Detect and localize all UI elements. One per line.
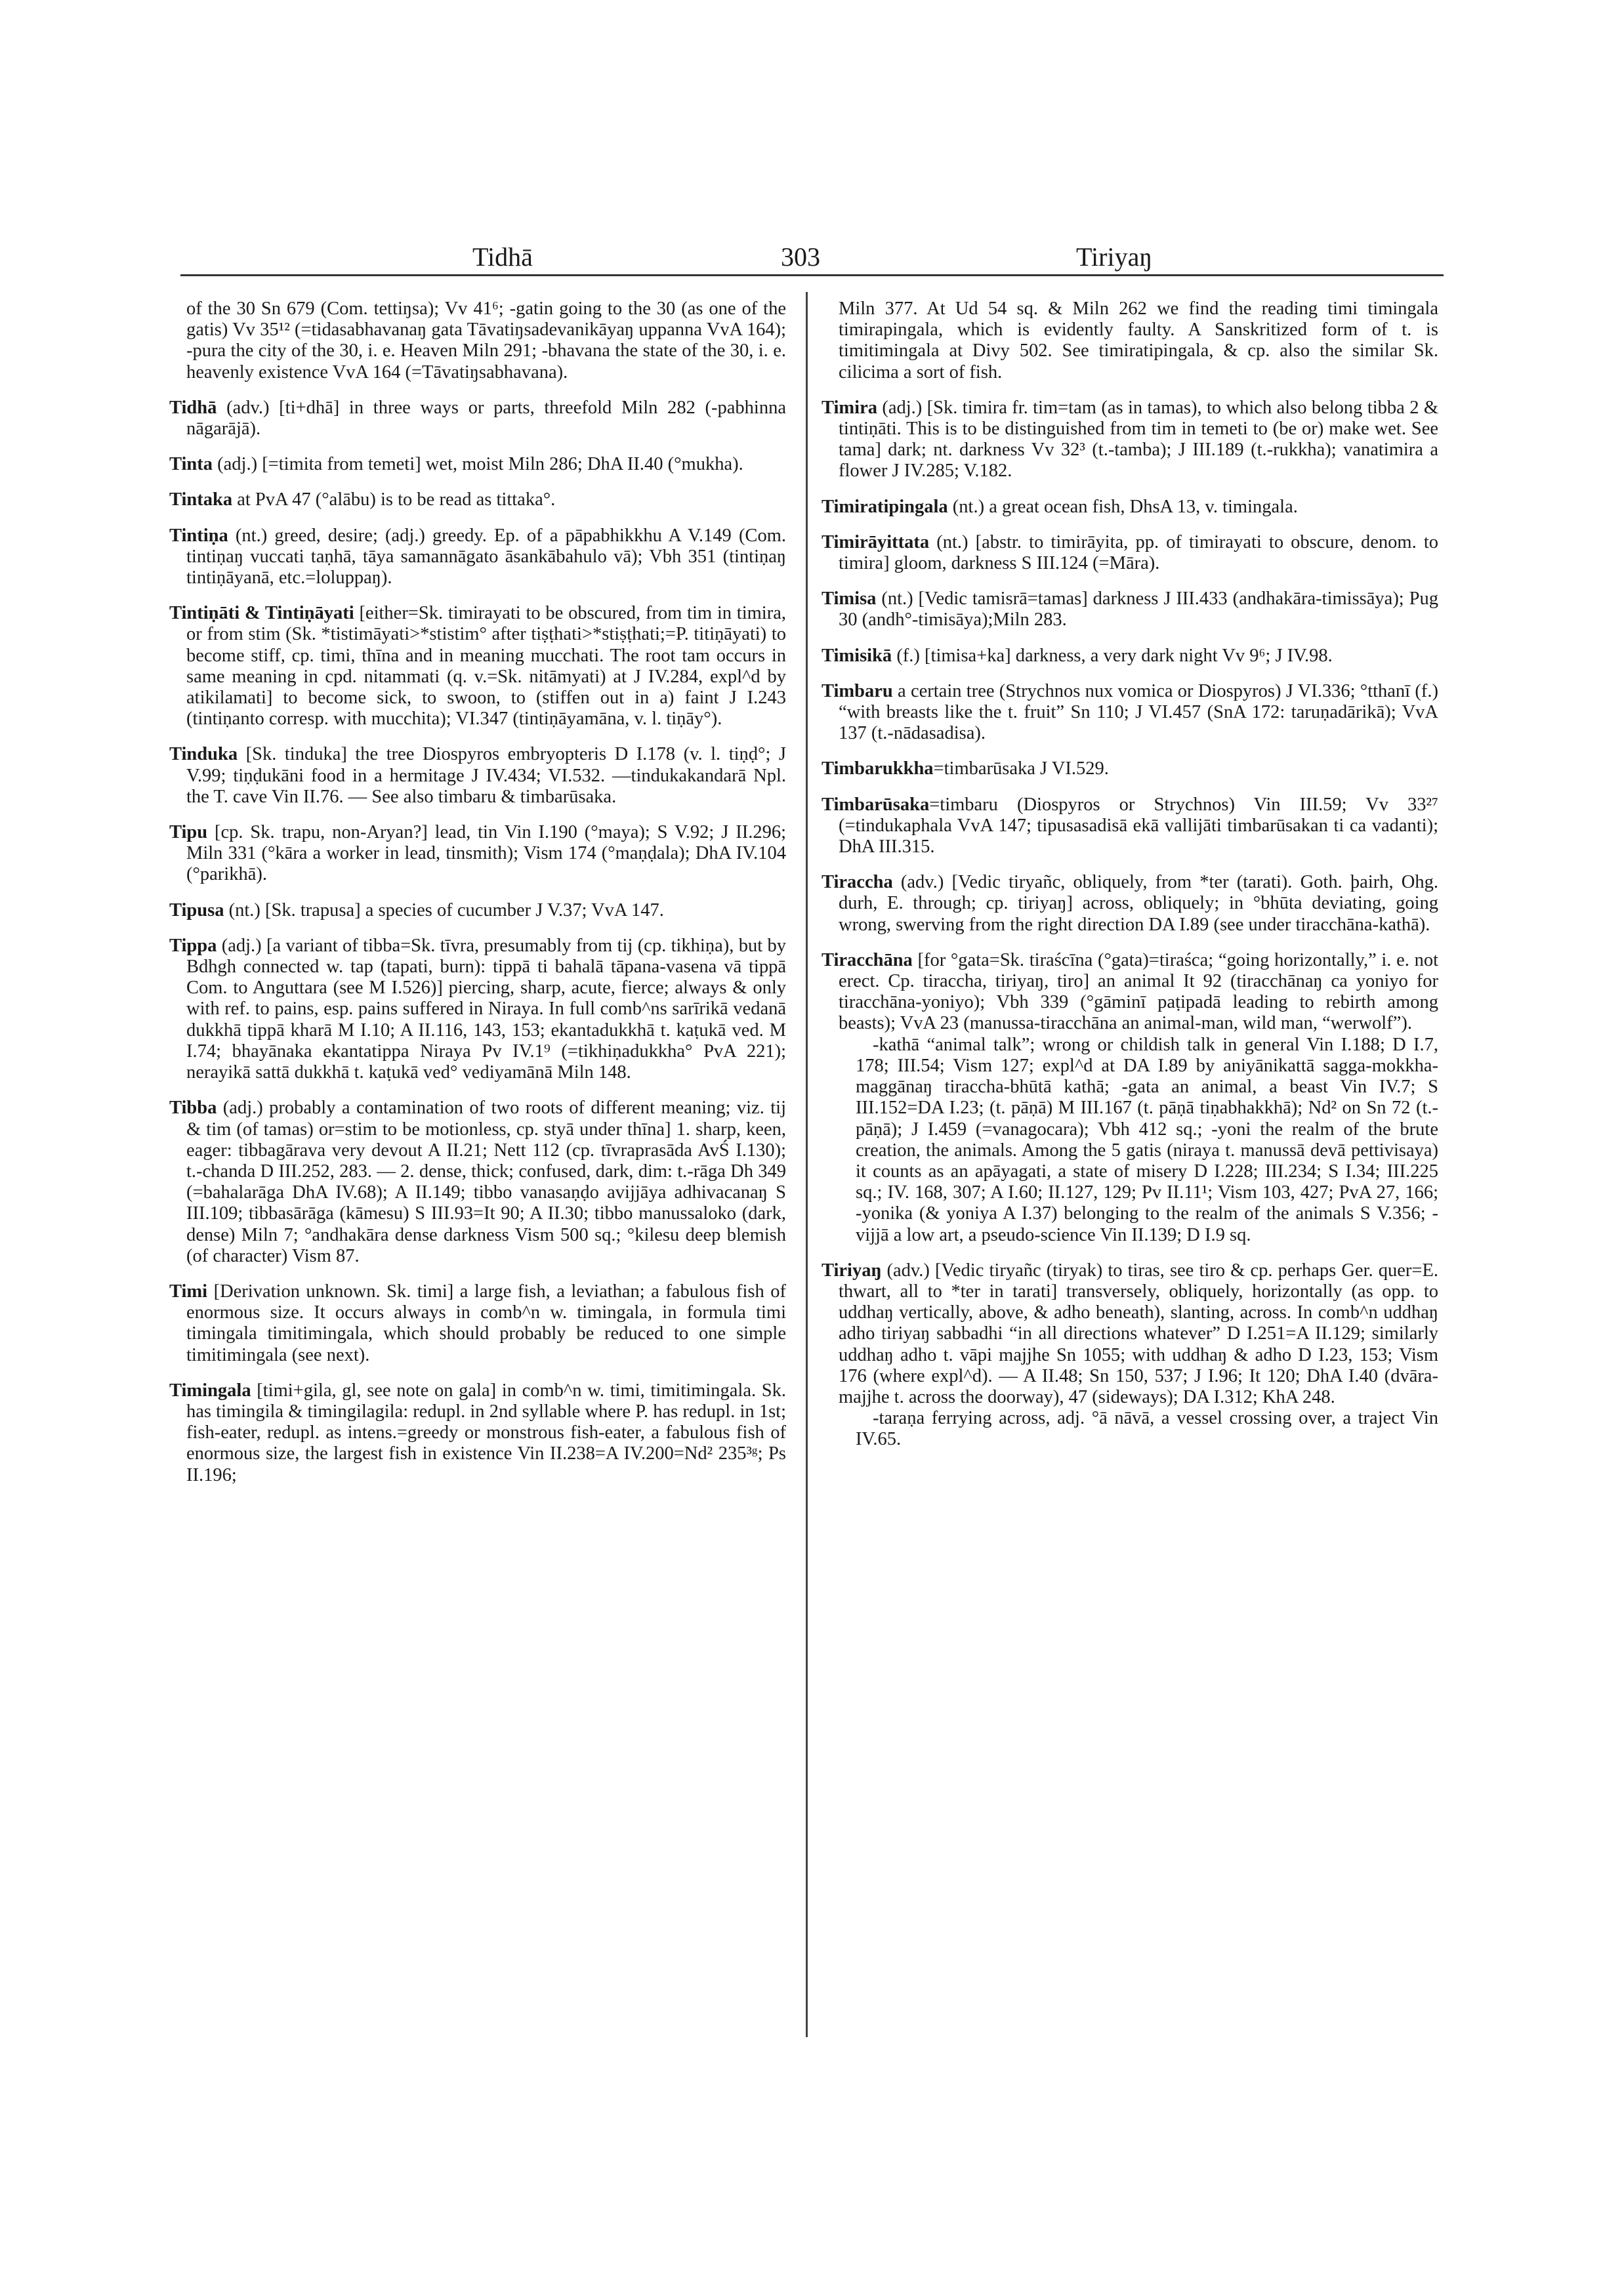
entry-headword: Tidhā [169, 397, 217, 418]
entry-subentry: -taraṇa ferrying across, adj. °ā nāvā, a vessel crossing over, a traject Vin IV.65. [856, 1408, 1438, 1450]
left-column [169, 299, 786, 1500]
entry-headword: Tintiṇāti & Tintiṇāyati [169, 603, 354, 624]
dictionary-entry [169, 299, 786, 383]
entry-text: (adj.) [Sk. timira fr. tim=tam (as in tamas), to which also belong tibba 2 & tintiṇāti. This is to be distinguished from tim in temeti to (be or) make wet. See tama] dark; nt. darkness Vv 32³ (t.-tamba); J III.189 (t.-rukkha); vanatimira a flower J IV.285; V.182. [839, 397, 1438, 482]
entry-headword: Tintaka [169, 489, 233, 510]
entry-text: (nt.) a great ocean fish, DhsA 13, v. timingala. [947, 496, 1298, 517]
entry-headword: Tipusa [169, 899, 224, 920]
entry-text: (adv.) [Vedic tiryañc (tiryak) to tiras, see tiro & cp. perhaps Ger. quer=E. thwart, all to *ter in tarati] transversely, obliquely, horizontally (as opp. to uddhaŋ vertically, above, & adho beneath), slanting, across. In comb^n uddhaŋ adho tiriyaŋ sabbadhi “in all directions whatever” D I.251=A II.129; similarly uddhaŋ adho t. vāpi majjhe Sn 1055; with uddhaŋ & adho D I.23, 153; Vism 176 (where expl^d). — A II.48; Sn 150, 537; J I.96; It 120; DhA I.40 (dvāra-majjhe t. across the doorway), 47 (sideways); DA I.312; KhA 248. [839, 1260, 1438, 1407]
page-number: 303 [781, 242, 820, 272]
entry-headword: Timirāyittata [822, 531, 930, 552]
dictionary-entry [822, 646, 1438, 667]
dictionary-entry [822, 497, 1438, 518]
entry-text: [Derivation unknown. Sk. timi] a large fish, a leviathan; a fabulous fish of enormous size. It occurs always in comb^n w. timingala, in formula timi timingala timitimingala, which should probably be reduced to one simple timitimingala (see next). [186, 1281, 786, 1365]
entry-subentry: -kathā “animal talk”; wrong or childish talk in general Vin I.188; D I.7, 178; III.54; Vism 127; expl^d at DA I.89 by aniyānikattā sagga-mokkha-maggānaŋ tiraccha-bhūtā kathā; -gata an animal, a beast Vin IV.7; S III.152=DA I.23; (t. pāṇā) M III.167 (t. pāṇā tiṇabhakkhā); Nd² on Sn 72 (t.-pāṇā); J I.459 (=vanagocara); Vbh 412 sq.; -yoni the realm of the brute creation, the animals. Among the 5 gatis (niraya t. manussā devā pettivisaya) it counts as an apāyagati, a state of misery D I.228; III.234; S I.34; III.225 sq.; IV. 168, 307; A I.60; II.127, 129; Pv II.11¹; Vism 103, 427; PvA 27, 166; -yonika (& yoniya A I.37) belonging to the realm of the animals S V.356; -vijjā a low art, a pseudo-science Vin II.139; D I.9 sq. [856, 1034, 1438, 1245]
entry-text: (adj.) [a variant of tibba=Sk. tīvra, presumably from tij (cp. tikhiṇa), but by Bdhgh connected w. tap (tapati, burn): tippā ti bahalā tāpana-vasena vā tippā Com. to Anguttara (see M I.526)] piercing, sharp, acute, fierce; always & only with ref. to pains, esp. pains suffered in Niraya. In full comb^ns sarīrikā vedanā dukkhā tippā kharā M I.10; A II.116, 143, 153; ekantadukkhā t. kaṭukā ved. M I.74; bhayānaka ekantatippa Niraya Pv IV.1⁹ (=tikhiṇadukkha° PvA 221); nerayikā sattā dukkhā t. kaṭukā ved° vediyamānā Miln 148. [186, 935, 786, 1083]
entry-headword: Timbarūsaka [822, 794, 930, 815]
dictionary-entry [169, 1281, 786, 1366]
entry-headword: Timi [169, 1281, 208, 1302]
column-divider [806, 292, 808, 2037]
dictionary-entry [822, 299, 1438, 383]
entry-headword: Timiratipingala [822, 496, 948, 517]
dictionary-entry [169, 489, 786, 510]
entry-text: (nt.) [abstr. to timirāyita, pp. of timirayati to obscure, denom. to timira] gloom, darkness S III.124 (=Māra). [839, 531, 1438, 574]
entry-text: [either=Sk. timirayati to be obscured, from tim in timira, or from stim (Sk. *tistimāyati>*stistim° after tiṣṭhati>*stiṣṭhati;=P. titiṇāyati) to become stiff, cp. timi, thīna and in meaning mucchati. The root tam occurs in same meaning in cpd. nitammati (q. v.=Sk. nitāmyati) at J IV.284, expl^d by atikilamati] to become sick, to swoon, to (stiffen out in a) faint J I.243 (tintiṇanto corresp. with mucchita); VI.347 (tintiṇāyamāna, v. l. tiṇāy°). [186, 603, 786, 730]
dictionary-entry [822, 872, 1438, 936]
entry-headword: Timisa [822, 589, 877, 610]
right-column [822, 299, 1438, 1465]
dictionary-entry [169, 454, 786, 475]
entry-text: (nt.) [Vedic tamisrā=tamas] darkness J III.433 (andhakāra-timissāya); Pug 30 (andh°-timisāya);Miln 283. [839, 589, 1438, 631]
entry-headword: Tiraccha [822, 872, 893, 893]
dictionary-entry [169, 1098, 786, 1267]
entry-headword: Tippa [169, 935, 217, 956]
dictionary-entry [822, 950, 1438, 1246]
dictionary-entry [822, 795, 1438, 858]
entry-text: (adj.) probably a contamination of two roots of different meaning; viz. tij & tim (of tamas) or=stim to be motionless, cp. styā under thīna] 1. sharp, keen, eager: tibbagārava very devout A II.21; Nett 112 (cp. tīvraprasāda AvŚ I.130); t.-chanda D III.252, 283. — 2. dense, thick; confused, dark, dim: t.-rāga Dh 349 (=bahalarāga DhA IV.68); A II.149; tibbo vanasaṇḍo avijjāya adhivacanaŋ S III.109; tibbasārāga (kāmesu) S III.93=It 90; A II.30; tibbo manussaloko (dark, dense) Miln 7; °andhakāra dense darkness Vism 500 sq.; °kilesu deep blemish (of character) Vism 87. [186, 1098, 786, 1266]
dictionary-entry [169, 936, 786, 1083]
dictionary-entry [169, 822, 786, 886]
dictionary-entry [169, 603, 786, 730]
entry-text: =timbarūsaka J VI.529. [933, 758, 1109, 779]
entry-headword: Tiriyaŋ [822, 1260, 882, 1281]
entry-text: [Sk. tinduka] the tree Diospyros embryopteris D I.178 (v. l. tiṇḍ°; J V.99; tiṇḍukāni food in a hermitage J IV.434; VI.532. —tindukakandarā Npl. the T. cave Vin II.76. — See also timbaru & timbarūsaka. [186, 744, 786, 807]
dictionary-entry [822, 532, 1438, 574]
dictionary-entry [169, 1380, 786, 1486]
dictionary-entry [169, 744, 786, 808]
entry-text: =timbaru (Diospyros or Strychnos) Vin III.59; Vv 33²⁷ (=tindukaphala VvA 147; tipusasadisā ekā vallijāti timbarūsakan ti ca vadanti); DhA III.315. [839, 794, 1438, 858]
entry-headword: Tinduka [169, 744, 238, 765]
entry-text: (nt.) [Sk. trapusa] a species of cucumber J V.37; VvA 147. [224, 899, 664, 920]
dictionary-entry [822, 398, 1438, 482]
entry-headword: Timingala [169, 1380, 251, 1401]
entry-headword: Timira [822, 397, 877, 418]
entry-text: (adv.) [Vedic tiryañc, obliquely, from *ter (tarati). Goth. þairh, Ohg. durh, E. through; cp. tiriyaŋ] across, obliquely; in °bhūta deviating, going wrong, swerving from the right direction DA I.89 (see under tiracchāna-kathā). [839, 872, 1438, 935]
entry-text: [timi+gila, gl, see note on gala] in comb^n w. timi, timitimingala. Sk. has timingila & timingilagila: redupl. in 2nd syllable where P. has redupl. in 1st; fish-eater, redupl. as intens.=greedy or monstrous fish-eater, a fabulous fish of enormous size, the largest fish in existence Vin II.238=A IV.200=Nd² 235³ᵍ; Ps II.196; [186, 1380, 786, 1485]
entry-text: at PvA 47 (°alābu) is to be read as tittaka°. [232, 489, 556, 510]
entry-text: (adj.) [=timita from temeti] wet, moist Miln 286; DhA II.40 (°mukha). [213, 454, 743, 475]
entry-text: (adv.) [ti+dhā] in three ways or parts, threefold Miln 282 (-pabhinna nāgarājā). [186, 397, 786, 440]
dictionary-entry [822, 589, 1438, 631]
header-right-guide-word: Tiriyaŋ [1076, 242, 1153, 272]
entry-text: Miln 377. At Ud 54 sq. & Miln 262 we find the reading timi timingala timirapingala, which is evidently faulty. A Sanskritized form of t. is timitimingala at Divy 502. See timiratipingala, & cp. also the similar Sk. cilicima a sort of fish. [839, 299, 1438, 382]
entry-text: [for °gata=Sk. tiraścīna (°gata)=tiraśca; “going horizontally,” i. e. not erect. Cp. tiraccha, tiriyaŋ, tiro] an animal It 92 (tiracchānaŋ ca yoniyo for tiracchāna-yoniyo); Vbh 339 (°gāminī paṭipadā leading to rebirth among beasts); VvA 23 (manussa-tiracchāna an animal-man, wild man, “werwolf”). [839, 949, 1438, 1034]
entry-text: a certain tree (Strychnos nux vomica or Diospyros) J VI.336; °tthanī (f.) “with breasts like the t. fruit” Sn 110; J VI.457 (SnA 172: taruṇadārikā); VvA 137 (t.-nādasadisa). [839, 680, 1438, 744]
entry-text: (f.) [timisa+ka] darkness, a very dark night Vv 9⁶; J IV.98. [892, 645, 1333, 666]
entry-headword: Tibba [169, 1098, 217, 1119]
dictionary-entry [169, 526, 786, 589]
dictionary-entry [822, 758, 1438, 779]
entry-headword: Timbarukkha [822, 758, 934, 779]
entry-headword: Tintiṇa [169, 525, 228, 546]
dictionary-entry [822, 1260, 1438, 1451]
entry-headword: Tiracchāna [822, 949, 913, 970]
header-rule [180, 274, 1444, 276]
dictionary-entry [822, 681, 1438, 745]
entry-headword: Tipu [169, 822, 208, 843]
entry-headword: Timisikā [822, 645, 892, 666]
entry-text: of the 30 Sn 679 (Com. tettiŋsa); Vv 41⁶; -gatin going to the 30 (as one of the gatis) Vv 35¹² (=tidasabhavanaŋ gata Tāvatiŋsadevanikāyaŋ uppanna VvA 164); -pura the city of the 30, i. e. Heaven Miln 291; -bhavana the state of the 30, i. e. heavenly existence VvA 164 (=Tāvatiŋsabhavana). [186, 299, 786, 382]
dictionary-entry [169, 398, 786, 440]
entry-headword: Timbaru [822, 680, 893, 701]
dictionary-entry [169, 900, 786, 921]
entry-text: (nt.) greed, desire; (adj.) greedy. Ep. of a pāpabhikkhu A V.149 (Com. tintiṇaŋ vuccati taṇhā, tāya samannāgato āsankābahulo vā); Vbh 351 (tintiṇaŋ tintiṇāyanā, etc.=loluppaŋ). [186, 525, 786, 589]
entry-text: [cp. Sk. trapu, non-Aryan?] lead, tin Vin I.190 (°maya); S V.92; J II.296; Miln 331 (°kāra a worker in lead, tinsmith); Vism 174 (°maṇḍala); DhA IV.104 (°parikhā). [186, 822, 786, 885]
entry-headword: Tinta [169, 454, 213, 475]
header-left-guide-word: Tidhā [472, 242, 533, 272]
